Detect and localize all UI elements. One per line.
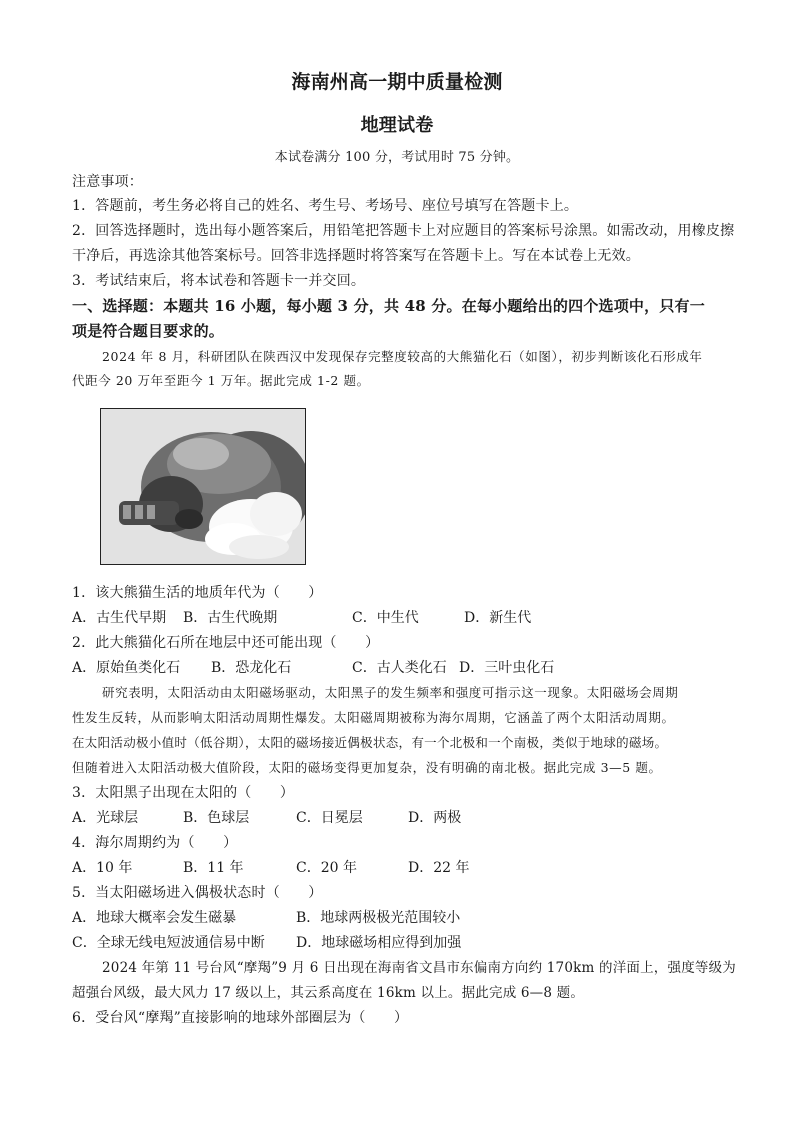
section-heading: 一、选择题：本题共 16 小题，每小题 3 分，共 48 分。在每小题给出的四个选项中，只有一 <box>72 297 705 315</box>
question-stem: 5．当太阳磁场进入偶极状态时（ ） <box>72 885 323 901</box>
option: A．10 年 <box>72 860 133 876</box>
option: D．22 年 <box>408 860 470 876</box>
option: D．两极 <box>408 810 462 826</box>
passage-text: 2024 年 8 月，科研团队在陕西汉中发现保存完整度较高的大熊猫化石（如图），初步判断该化石形成年 <box>102 349 703 364</box>
subject-title: 地理试卷 <box>360 115 434 136</box>
option: D．新生代 <box>464 610 532 626</box>
option: C．20 年 <box>296 860 357 876</box>
passage-text: 但随着进入太阳活动极大值阶段，太阳的磁场变得更加复杂，没有明确的南北极。据此完成 3—5 题。 <box>72 760 662 775</box>
question-stem: 6．受台风“摩羯”直接影响的地球外部圈层为（ ） <box>72 1010 409 1026</box>
passage-text: 2024 年第 11 号台风“摩羯”9 月 6 日出现在海南省文昌市东偏南方向约 170km 的洋面上，强度等级为 <box>102 960 736 976</box>
option: A．地球大概率会发生磁暴 <box>72 910 237 926</box>
notice-item: 3．考试结束后，将本试卷和答题卡一并交回。 <box>72 273 366 289</box>
option: C．中生代 <box>352 610 419 626</box>
notice-item: 1．答题前，考生务必将自己的姓名、考生号、考场号、座位号填写在答题卡上。 <box>72 198 579 214</box>
option: A．古生代早期 <box>72 610 167 626</box>
option: D．三叶虫化石 <box>459 660 555 676</box>
panda-skull-image <box>101 409 305 564</box>
notice-item: 干净后，再选涂其他答案标号。回答非选择题时将答案写在答题卡上。写在本试卷上无效。 <box>72 248 640 264</box>
passage-text: 代距今 20 万年至距今 1 万年。据此完成 1-2 题。 <box>72 373 370 388</box>
question-stem: 3．太阳黑子出现在太阳的（ ） <box>72 785 295 801</box>
notice-heading: 注意事项： <box>72 174 143 190</box>
option: B．古生代晚期 <box>183 610 278 626</box>
option: C．全球无线电短波通信易中断 <box>72 935 265 951</box>
option: C．日冕层 <box>296 810 363 826</box>
passage-text: 超强台风级，最大风力 17 级以上，其云系高度在 16km 以上。据此完成 6—8 题。 <box>72 985 585 1001</box>
exam-title: 海南州高一期中质量检测 <box>291 71 503 93</box>
option: C．古人类化石 <box>352 660 447 676</box>
question-stem: 1．该大熊猫生活的地质年代为（ ） <box>72 585 323 601</box>
passage-text: 在太阳活动极小值时（低谷期），太阳的磁场接近偶极状态，有一个北极和一个南极，类似于地球的磁场。 <box>72 735 668 750</box>
option: A．光球层 <box>72 810 139 826</box>
section-heading: 项是符合题目要求的。 <box>72 322 225 340</box>
option: B．色球层 <box>183 810 250 826</box>
option: B．地球两极极光范围较小 <box>296 910 461 926</box>
exam-info: 本试卷满分 100 分，考试用时 75 分钟。 <box>274 150 520 165</box>
option: B．恐龙化石 <box>211 660 292 676</box>
notice-item: 2．回答选择题时，选出每小题答案后，用铅笔把答题卡上对应题目的答案标号涂黑。如需改动，用橡皮擦 <box>72 223 735 239</box>
question-stem: 2．此大熊猫化石所在地层中还可能出现（ ） <box>72 635 380 651</box>
panda-fossil-photo <box>100 408 306 565</box>
question-stem: 4．海尔周期约为（ ） <box>72 835 238 851</box>
option: D．地球磁场相应得到加强 <box>296 935 462 951</box>
passage-text: 性发生反转，从而影响太阳活动周期性爆发。太阳磁周期被称为海尔周期，它涵盖了两个太阳活动周期。 <box>72 710 675 725</box>
option: B．11 年 <box>183 860 244 876</box>
passage-text: 研究表明，太阳活动由太阳磁场驱动，太阳黑子的发生频率和强度可指示这一现象。太阳磁场会周期 <box>102 685 679 700</box>
option: A．原始鱼类化石 <box>72 660 181 676</box>
